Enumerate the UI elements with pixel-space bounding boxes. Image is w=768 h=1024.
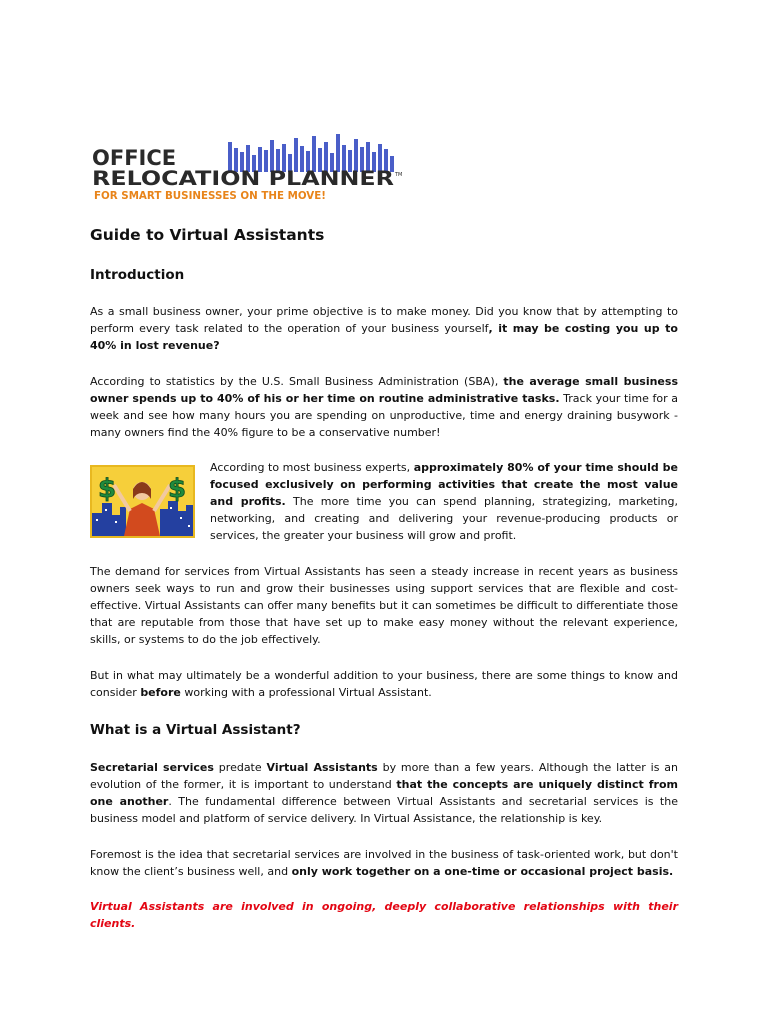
- what-is-va-heading: What is a Virtual Assistant?: [90, 722, 301, 738]
- what-p1-text-f: . The fundamental difference between Virtual Assistants and secretarial services is the business model and platform of service delivery. In Virtual Assistance, the relationship is key.: [90, 795, 678, 825]
- money-person-icon: [90, 465, 195, 538]
- dollar-sign-right: $: [168, 474, 187, 504]
- what-p1-text-b: predate: [213, 761, 267, 774]
- money-person-clipart: [90, 465, 195, 538]
- what-p1-bold-c: Virtual Assistants: [266, 761, 378, 774]
- intro-paragraph-4: The demand for services from Virtual Assistants has seen a steady increase in recent years as business owners seek ways to run and grow their businesses using support services that are flexible and cost-effective. Virtual Assistants can offer many benefits but it can sometimes be difficult to differentiate those that are reputable from those that have set up to make easy money without the relevant experience, skills, or systems to do the job effectively.: [90, 565, 678, 646]
- intro-p1-text: As a small business owner, your prime objective is to make money. Did you know that by attempting to perform every task related to the operation of your business yourself: [90, 305, 678, 335]
- what-p1-bold-e: that the concepts are uniquely distinct from one another: [90, 778, 678, 808]
- intro-p3-bold: approximately 80% of your time should be focused exclusively on performing activities that create the most value and profits.: [210, 461, 678, 508]
- intro-p3-text-a: According to most business experts,: [210, 461, 414, 474]
- intro-p2-text-a: According to statistics by the U.S. Small Business Administration (SBA),: [90, 375, 504, 388]
- intro-paragraph-3: [210, 459, 678, 544]
- logo-line1: OFFICE: [92, 146, 177, 170]
- page-title: Guide to Virtual Assistants: [90, 226, 325, 244]
- introduction-heading: Introduction: [90, 267, 185, 283]
- what-p1-bold-a: Secretarial services: [90, 761, 214, 774]
- va-callout: Virtual Assistants are involved in ongoing, deeply collaborative relationships with their clients.: [90, 900, 678, 930]
- logo-tagline: FOR SMART BUSINESSES ON THE MOVE!: [94, 190, 326, 202]
- what-paragraph-2: [90, 846, 678, 880]
- intro-paragraph-2: [90, 373, 678, 441]
- logo-trademark: TM: [395, 172, 403, 178]
- intro-p3-text-c: The more time you can spend planning, strategizing, marketing, networking, and creating and delivering your revenue-producing products or services, the greater your business will grow and profit.: [210, 495, 678, 542]
- logo-graphic: [90, 130, 408, 206]
- intro-paragraph-5: [90, 667, 678, 701]
- intro-p2-text-c: Track your time for a week and see how many hours you are spending on unproductive, time and energy draining busywork - many owners find the 40% figure to be a conservative number!: [90, 392, 678, 439]
- intro-p2-bold: the average small business owner spends up to 40% of his or her time on routine administrative tasks.: [90, 375, 678, 405]
- intro-p1-bold: , it may be costing you up to 40% in lost revenue?: [90, 322, 678, 352]
- dollar-sign-left: $: [98, 474, 117, 504]
- office-relocation-planner-logo: [90, 130, 408, 206]
- intro-paragraph-1: [90, 303, 678, 354]
- intro-p5-bold: before: [140, 686, 181, 699]
- what-paragraph-1: [90, 759, 678, 827]
- what-p1-text-d: by more than a few years. Although the latter is an evolution of the former, it is important to understand: [90, 761, 679, 791]
- logo-line2: RELOCATION PLANNER: [92, 167, 394, 190]
- what-p2-text: Foremost is the idea that secretarial services are involved in the business of task-oriented work, but don't know the client’s business well, and: [90, 848, 678, 878]
- intro-p5-text-a: But in what may ultimately be a wonderful addition to your business, there are some things to know and consider: [90, 669, 678, 699]
- what-p2-bold: only work together on a one-time or occasional project basis.: [291, 865, 674, 878]
- intro-p5-text-c: working with a professional Virtual Assistant.: [180, 686, 432, 699]
